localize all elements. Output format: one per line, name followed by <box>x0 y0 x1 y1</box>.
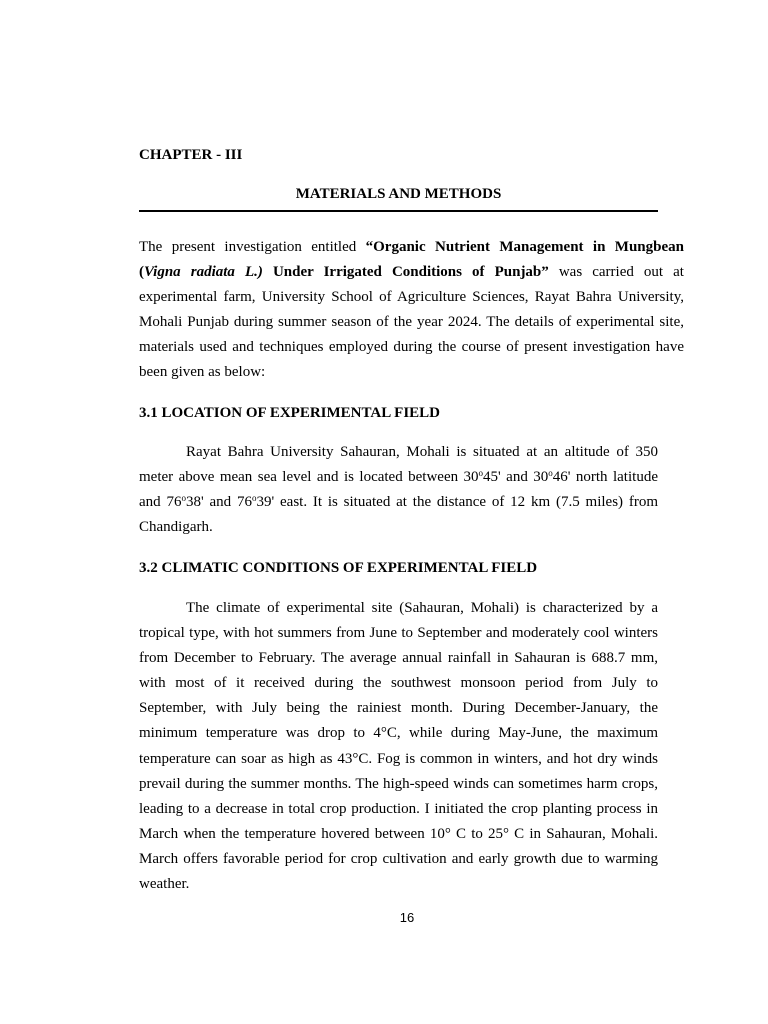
section-heading-climate: 3.2 CLIMATIC CONDITIONS OF EXPERIMENTAL FIELD <box>139 560 538 576</box>
intro-text-rest: was carried out at experimental farm, University School of Agriculture Sciences, Rayat Bahra University, Mohali Punjab during summer season of the year 2024. The details of experimental site, materials used and techniques employed during the course of present investigation have been given as below: <box>139 264 684 381</box>
study-title-open: “Organic Nutrient Management in Mungbean ( <box>139 239 684 281</box>
degree-superscript: o <box>548 468 553 479</box>
study-title-close: Under Irrigated Conditions of Punjab” <box>262 264 549 281</box>
title-underline-rule <box>139 210 658 212</box>
intro-text-lead: The present investigation entitled <box>139 239 366 255</box>
climate-paragraph: The climate of experimental site (Sahauran, Mohali) is characterized by a tropical type, with hot summers from June to September and moderately cool winters from December to February. The average annual rainfall in Sahauran is 688.7 mm, with most of it received during the southwest monsoon period from July to September, with July being the rainiest month. During December-January, the minimum temperature was drop to 4°C, while during May-June, the maximum temperature can soar as high as 43°C. Fog is common in winters, and hot dry winds prevail during the summer months. The high-speed winds can sometimes harm crops, leading to a decrease in total crop production. I initiated the crop planting process in March when the temperature hovered between 10° C to 25° C in Sahauran, Mohali. March offers favorable period for crop cultivation and early growth due to warming weather. <box>139 600 658 893</box>
location-text-5: 39' east. It is situated at the distance of 12 km (7.5 miles) from Chandigarh. <box>139 494 658 536</box>
chapter-title: MATERIALS AND METHODS <box>295 186 502 202</box>
degree-superscript: o <box>251 493 257 504</box>
location-text-4: 38' and 76 <box>185 494 252 511</box>
page-number: 16 <box>399 910 415 925</box>
degree-superscript: o <box>478 468 484 479</box>
location-text-3: 46' north latitude and 76 <box>139 469 658 511</box>
intro-paragraph <box>139 235 684 386</box>
study-title-species: Vigna radiata L.) <box>144 264 263 281</box>
degree-superscript: o <box>181 493 186 504</box>
chapter-label: CHAPTER - III <box>139 147 243 163</box>
section-heading-location: 3.1 LOCATION OF EXPERIMENTAL FIELD <box>139 405 441 421</box>
location-paragraph <box>139 440 658 540</box>
location-text-2: 45' and 30 <box>483 469 549 486</box>
location-text-1: Rayat Bahra University Sahauran, Mohali is situated at an altitude of 350 meter above mean sea level and is located between 30 <box>139 444 658 486</box>
